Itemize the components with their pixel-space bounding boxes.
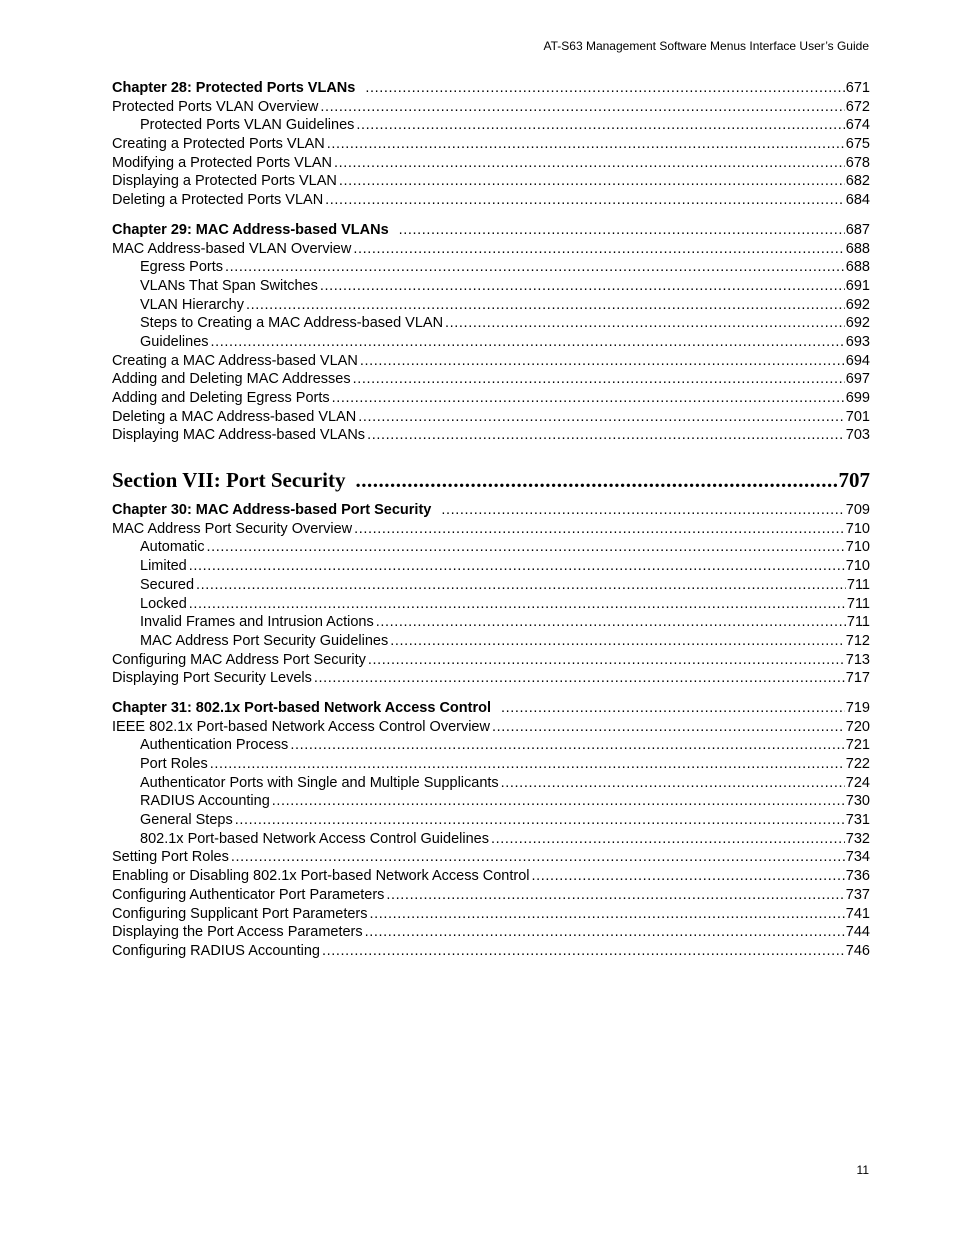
dot-leader [322,942,845,961]
toc-entry-title: Chapter 29: MAC Address-based VLANs [112,221,389,238]
toc-entry-title: Secured [140,576,195,593]
toc-entry-title: VLANs That Span Switches [140,277,318,294]
dot-leader [327,135,845,154]
toc-sub-row[interactable] [112,830,870,849]
toc-page-number: 711 [846,595,870,612]
toc-entry-title: RADIUS Accounting [140,793,270,810]
toc-page-number: 682 [845,173,870,190]
toc-entry-row[interactable] [112,905,870,924]
toc-page-number: 721 [845,737,870,754]
toc-page-number: 724 [845,774,870,791]
dot-leader [231,848,845,867]
toc-entry-row[interactable] [112,669,870,688]
toc-page-number: 711 [846,576,870,593]
toc-section-row[interactable] [112,465,870,495]
toc-sub-row[interactable] [112,736,870,755]
dot-leader [367,426,845,445]
dot-leader [358,408,845,427]
dot-leader [210,755,845,774]
dot-leader [320,98,844,117]
toc-page-number: 688 [845,240,870,257]
toc-sub-row[interactable] [112,755,870,774]
toc-sub-row[interactable] [112,595,870,614]
toc-page-number: 712 [845,632,870,649]
toc-entry-title: Configuring Authenticator Port Parameters [112,886,385,903]
dot-leader [246,296,845,315]
toc-sub-row[interactable] [112,538,870,557]
dot-leader [399,221,845,240]
toc-entry-title: Guidelines [140,333,209,350]
toc-entry-title: Displaying MAC Address-based VLANs [112,427,366,444]
dot-leader [370,905,845,924]
dot-leader [368,651,845,670]
toc-page-number: 736 [845,868,870,885]
toc-sub-row[interactable] [112,116,870,135]
dot-leader [320,277,845,296]
toc-entry-row[interactable] [112,867,870,886]
toc-sub-row[interactable] [112,296,870,315]
toc-page-number: 692 [845,296,870,313]
dot-leader [356,116,844,135]
running-header: AT-S63 Management Software Menus Interface User’s Guide [543,39,869,53]
toc-entry-title: Adding and Deleting MAC Addresses [112,371,351,388]
toc-entry-row[interactable] [112,370,870,389]
dot-leader [272,792,845,811]
toc-chapter-row[interactable] [112,221,870,240]
dot-leader [492,718,845,737]
dot-leader [365,79,844,98]
toc-entry-title: MAC Address-based VLAN Overview [112,240,352,257]
dot-leader [445,314,845,333]
toc-entry-row[interactable] [112,352,870,371]
toc-page-number: 691 [845,277,870,294]
dot-leader [332,389,845,408]
toc-entry-title: Egress Ports [140,259,223,276]
toc-page-number: 710 [845,539,870,556]
dot-leader [189,595,846,614]
toc-page-number: 734 [845,849,870,866]
dot-leader [353,370,845,389]
dot-leader [354,520,845,539]
toc-entry-title: Chapter 31: 802.1x Port-based Network Access Control [112,699,492,716]
toc-spacer [112,688,870,699]
table-of-contents [112,79,870,961]
toc-entry-title: Configuring Supplicant Port Parameters [112,905,368,922]
toc-page-number: 731 [845,812,870,829]
dot-leader [290,736,844,755]
dot-leader [386,886,844,905]
toc-entry-title: Section VII: Port Security [112,468,346,493]
dot-leader [211,333,845,352]
toc-page-number: 672 [845,98,870,115]
toc-entry-title: Steps to Creating a MAC Address-based VLAN [140,315,444,332]
toc-entry-title: Automatic [140,539,205,556]
toc-entry-title: Configuring MAC Address Port Security [112,651,366,668]
toc-sub-row[interactable] [112,792,870,811]
toc-entry-title: Chapter 28: Protected Ports VLANs [112,80,356,96]
toc-page-number: 710 [845,520,870,537]
dot-leader [376,613,846,632]
toc-page-number: 720 [845,718,870,735]
toc-page-number: 732 [845,830,870,847]
toc-sub-row[interactable] [112,277,870,296]
toc-entry-title: Protected Ports VLAN Guidelines [140,117,355,134]
toc-entry-row[interactable] [112,520,870,539]
toc-sub-row[interactable] [112,333,870,352]
toc-entry-title: Protected Ports VLAN Overview [112,98,319,115]
toc-sub-row[interactable] [112,632,870,651]
toc-entry-title: Locked [140,595,187,612]
toc-chapter-row[interactable] [112,699,870,718]
toc-entry-row[interactable] [112,923,870,942]
toc-sub-row[interactable] [112,811,870,830]
toc-entry-row[interactable] [112,98,870,117]
dot-leader [196,576,846,595]
toc-entry-title: Port Roles [140,756,208,772]
toc-page-number: 717 [845,670,870,687]
dot-leader [501,774,845,793]
toc-entry-title: Deleting a Protected Ports VLAN [112,192,324,209]
toc-entry-row[interactable] [112,886,870,905]
toc-page-number: 711 [846,614,870,631]
toc-entry-row[interactable] [112,426,870,445]
toc-page-number: 684 [845,192,870,209]
toc-page-number: 703 [845,427,870,444]
toc-entry-title: Authenticator Ports with Single and Multiple Supplicants [140,774,499,791]
toc-entry-title: MAC Address Port Security Overview [112,520,353,537]
toc-page-number: 692 [845,315,870,332]
toc-page-number: 694 [845,352,870,369]
toc-sub-row[interactable] [112,258,870,277]
dot-leader [365,923,845,942]
toc-entry-title: Creating a Protected Ports VLAN [112,136,325,153]
dot-leader [360,352,845,371]
toc-entry-title: VLAN Hierarchy [140,296,244,313]
dot-leader [325,191,845,210]
dot-leader [356,465,837,495]
toc-sub-row[interactable] [112,576,870,595]
toc-entry-row[interactable] [112,408,870,427]
dot-leader [206,538,844,557]
toc-page-number: 678 [845,154,870,171]
toc-page-number: 719 [845,699,870,716]
toc-page-number: 744 [845,924,870,941]
dot-leader [225,258,845,277]
toc-entry-row[interactable] [112,172,870,191]
toc-entry-title: Displaying Port Security Levels [112,670,312,687]
toc-entry-row[interactable] [112,942,870,961]
toc-page-number: 707 [838,468,870,493]
toc-sub-row[interactable] [112,557,870,576]
toc-page-number: 713 [845,651,870,668]
dot-leader [339,172,845,191]
toc-entry-title: Configuring RADIUS Accounting [112,942,320,959]
dot-leader [334,154,845,173]
toc-page-number: 701 [845,408,870,425]
toc-page-number: 688 [845,259,870,276]
toc-page-number: 722 [845,756,870,772]
dot-leader [491,830,845,849]
toc-entry-title: Adding and Deleting Egress Ports [112,390,330,406]
toc-spacer [112,210,870,221]
toc-page-number: 730 [845,793,870,810]
toc-entry-title: Modifying a Protected Ports VLAN [112,154,333,171]
toc-page-number: 674 [845,117,870,134]
dot-leader [235,811,845,830]
toc-entry-title: Displaying a Protected Ports VLAN [112,173,337,190]
toc-page-number: 710 [845,558,870,575]
dot-leader [314,669,845,688]
toc-entry-title: MAC Address Port Security Guidelines [140,632,389,649]
toc-entry-title: Enabling or Disabling 802.1x Port-based Network Access Control [112,868,530,885]
dot-leader [441,501,844,520]
toc-entry-row[interactable] [112,848,870,867]
toc-sub-row[interactable] [112,613,870,632]
toc-chapter-row[interactable] [112,79,870,98]
toc-page-number: 741 [845,905,870,922]
toc-entry-title: Chapter 30: MAC Address-based Port Security [112,502,432,519]
toc-page-number: 675 [845,136,870,153]
dot-leader [390,632,845,651]
toc-entry-title: General Steps [140,812,233,829]
toc-entry-title: 802.1x Port-based Network Access Control Guidelines [140,830,489,847]
toc-entry-title: Deleting a MAC Address-based VLAN [112,408,357,425]
toc-entry-title: Limited [140,558,187,575]
toc-page-number: 709 [845,502,870,519]
toc-sub-row[interactable] [112,314,870,333]
toc-page-number: 737 [845,886,870,903]
toc-entry-row[interactable] [112,389,870,408]
toc-entry-title: Creating a MAC Address-based VLAN [112,352,358,369]
toc-page-number: 746 [845,942,870,959]
toc-entry-row[interactable] [112,240,870,259]
toc-entry-row[interactable] [112,651,870,670]
toc-entry-title: Invalid Frames and Intrusion Actions [140,614,374,631]
toc-entry-row[interactable] [112,135,870,154]
toc-entry-title: Authentication Process [140,737,289,754]
toc-page-number: 699 [845,390,870,406]
toc-entry-title: Displaying the Port Access Parameters [112,924,363,941]
toc-entry-row[interactable] [112,718,870,737]
toc-entry-title: IEEE 802.1x Port-based Network Access Control Overview [112,718,490,735]
dot-leader [189,557,845,576]
toc-page-number: 697 [845,371,870,388]
toc-chapter-row[interactable] [112,501,870,520]
toc-entry-row[interactable] [112,154,870,173]
toc-entry-title: Setting Port Roles [112,849,229,866]
toc-page-number: 687 [845,221,870,238]
toc-sub-row[interactable] [112,774,870,793]
dot-leader [532,867,845,886]
page-number: 11 [856,1163,869,1177]
toc-entry-row[interactable] [112,191,870,210]
toc-page-number: 693 [845,333,870,350]
dot-leader [501,699,845,718]
toc-page-number: 671 [845,80,870,96]
dot-leader [353,240,844,259]
